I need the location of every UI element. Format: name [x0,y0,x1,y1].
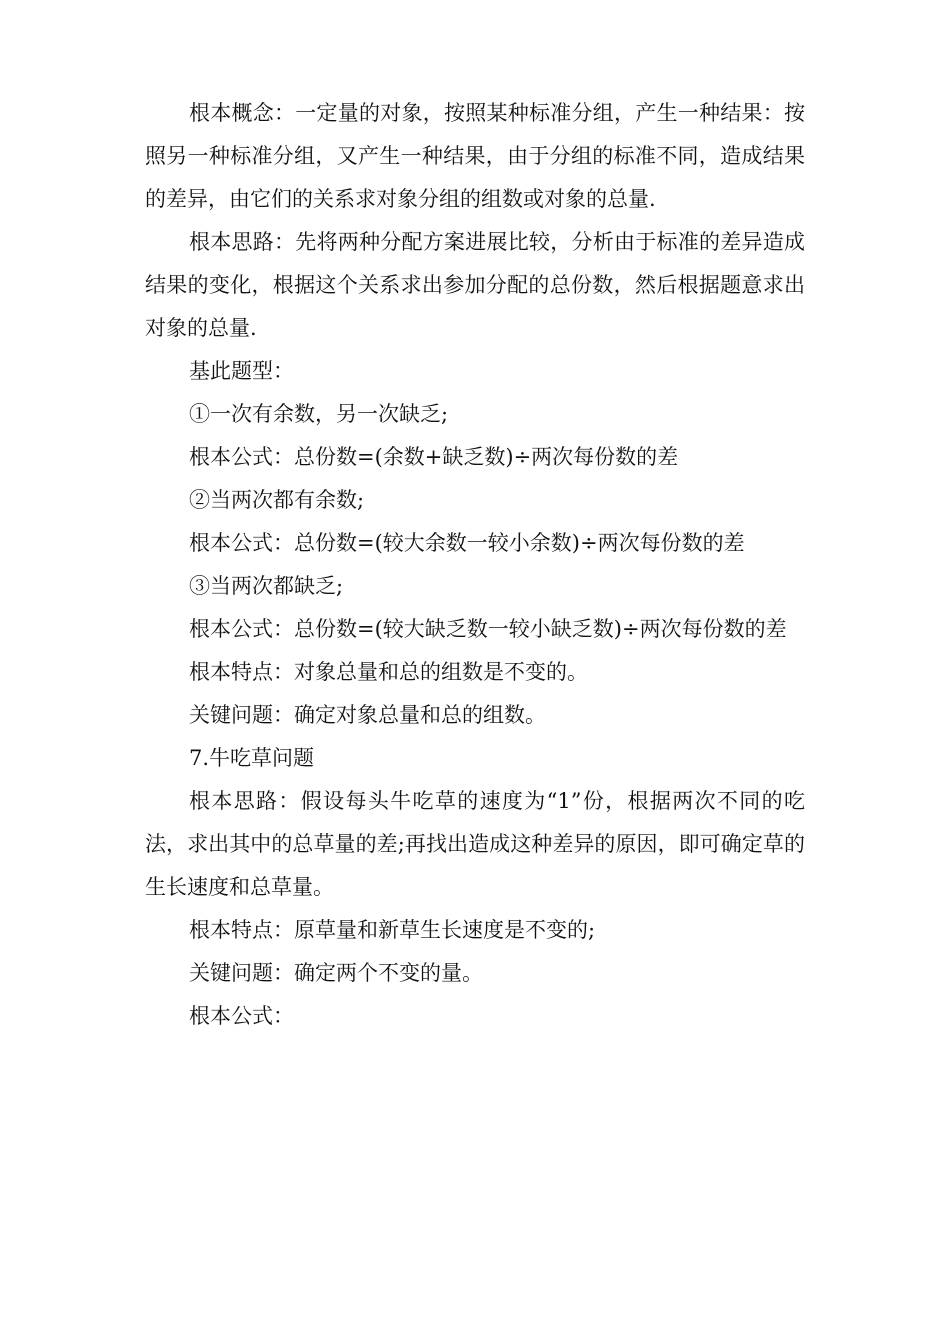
section-heading-cow-grass: 7.牛吃草问题 [189,746,315,770]
paragraph-cow-formula: 根本公式： [189,1004,294,1028]
paragraph-cow-approach: 根本思路：假设每头牛吃草的速度为“1”份，根据两次不同的吃法，求出其中的总草量的差;再找出造成这种差异的原因，即可确定草的生长速度和总草量。 [145,789,805,899]
paragraph-concept: 根本概念：一定量的对象，按照某种标准分组，产生一种结果：按照另一种标准分组，又产生一种结果，由于分组的标准不同，造成结果的差异，由它们的关系求对象分组的组数或对象的总量. [145,101,805,211]
paragraph-key-question: 关键问题：确定对象总量和总的组数。 [189,703,546,727]
paragraph-type-3: ③当两次都缺乏; [189,574,344,598]
paragraph-formula-3: 根本公式：总份数=(较大缺乏数一较小缺乏数)÷两次每份数的差 [189,617,787,641]
paragraph-feature: 根本特点：对象总量和总的组数是不变的。 [189,660,588,684]
paragraph-approach: 根本思路：先将两种分配方案进展比较，分析由于标准的差异造成结果的变化，根据这个关系求出参加分配的总份数，然后根据题意求出对象的总量. [145,230,805,340]
paragraph-type-1: ①一次有余数，另一次缺乏; [189,402,449,426]
paragraph-basic-types: 基此题型： [189,359,294,383]
paragraph-cow-key-question: 关键问题：确定两个不变的量。 [189,961,483,985]
paragraph-formula-1: 根本公式：总份数=(余数+缺乏数)÷两次每份数的差 [189,445,679,469]
paragraph-formula-2: 根本公式：总份数=(较大余数一较小余数)÷两次每份数的差 [189,531,745,555]
paragraph-cow-feature: 根本特点：原草量和新草生长速度是不变的; [189,918,596,942]
document-body [145,92,805,1038]
paragraph-type-2: ②当两次都有余数; [189,488,365,512]
